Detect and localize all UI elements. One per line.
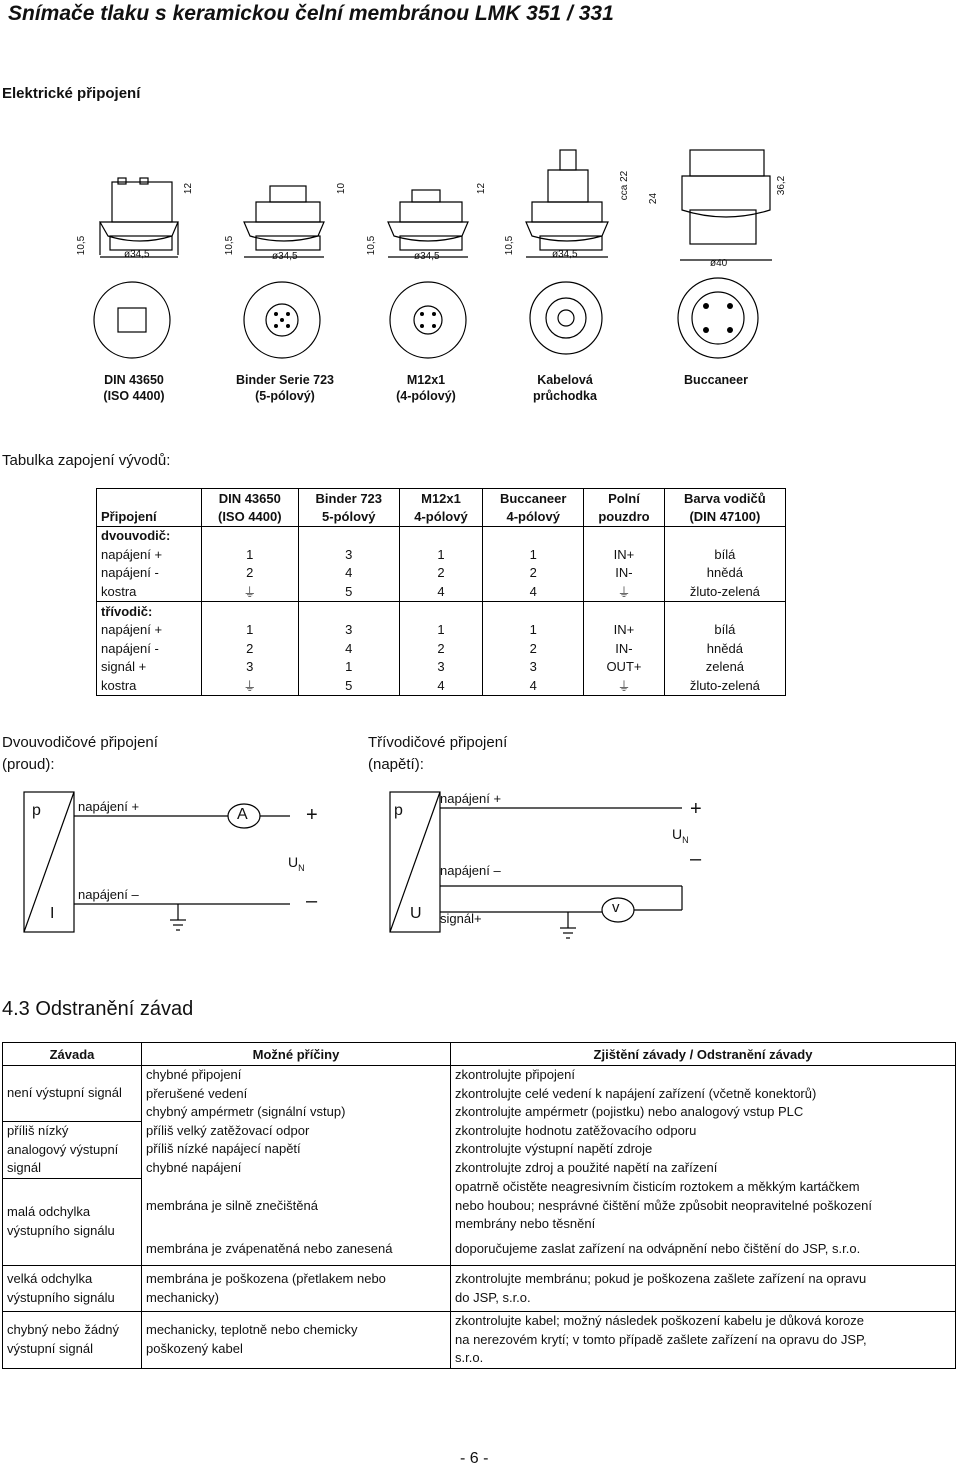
dim-label: 36,2 [776,175,788,196]
pressure-symbol: p [32,802,41,819]
dim-label: cca 22 [619,170,631,201]
connector-caption: Kabelová průchodka [533,373,597,403]
supply-plus-label: napájení + [440,791,502,806]
three-wire-heading: Třívodičové připojení (napětí): [368,734,508,773]
two-wire-heading: Dvouvodičové připojení (proud): [2,734,158,773]
pin-table: DIN 43650 Binder 723 M12x1 Buccaneer Polní Barva vodičů Připojení (ISO 4400) 5-pólový 4-pólový 4-pólový pouzdro (DIN 47100) dvouvodič: napájení + 1 3 1 1 IN+ bílá napájení - 2 4 2 2 IN- hnědá kostra ⏚ 5 4 4 ⏚ žluto-zelená třívodič: napájení + 1 3 1 1 IN+ bílá napájení - 2 4 2 2 IN- hnědá signál + 3 1 3 3 OUT+ zelená kostra ⏚ 5 4 4 ⏚ žluto-zelená [96,488,786,696]
pressure-symbol: p [394,802,403,819]
un-label: $U_N$ [288,854,305,873]
fault-cell: příliš nízký analogový výstupní signál [3,1122,142,1179]
dim-label: ø34,5 [552,249,578,260]
section-pins-heading: Tabulka zapojení vývodů: [2,452,171,469]
fault-cell: malá odchylka výstupního signálu [3,1178,142,1266]
connector-caption: Buccaneer [684,373,748,387]
dim-label: 10 [336,182,348,195]
binder-side-view [244,186,324,257]
ammeter-symbol: A [237,806,248,823]
dim-label: 24 [648,192,660,205]
supply-minus-label: napájení – [78,887,139,902]
dim-label: 10,5 [224,235,236,256]
supply-minus-label: napájení – [440,863,501,878]
minus-terminal: – [690,848,702,870]
page-number: - 6 - [460,1450,489,1467]
voltage-symbol: U [410,905,422,922]
plus-terminal: + [690,798,702,820]
fault-table: Závada Možné příčiny Zjištění závady / Odstranění závady není výstupní signál chybné připojení zkontrolujte připojení přerušené vedení zkontrolujte celé vedení k napájení zařízení (včetně konektorů) chybný ampérmetr (signální vstup) zkontrolujte ampérmetr (pojistku) nebo analogový vstup PLC příliš nízký analogový výstupní signál příliš velký zatěžovací odpor zkontrolujte hodnotu zatěžovacího odporu příliš nízké napájecí napětí zkontrolujte výstupní napětí zdroje chybné napájení zkontrolujte zdroj a použité napětí na zařízení malá odchylka výstupního signálu membrána je silně znečištěná opatrně očistěte neagresivním čisticím roztokem a měkkým kartáčkem nebo houbou; nesprávné čištění může způsobit neopravitelné poškození membrány nebo těsnění membrána je zvápenatěná nebo zanesená doporučujeme zaslat zařízení na odvápnění nebo čištění do JSP, s.r.o. velká odchylka výstupního signálu membrána je poškozena (přetlakem nebo mechanicky) zkontrolujte membránu; pokud je poškozena zašlete zařízení na opravu do JSP, s.r.o. chybný nebo žádný výstupní signál mechanicky, teplotně nebo chemicky poškozený kabel zkontrolujte kabel; možný následek poškození kabelu je důková koroze na nerezovém krytí; v tomto případě zašlete zařízení na opravu do JSP, s.r.o. [2,1042,956,1369]
buccaneer-end-view [678,278,758,358]
connector-caption: M12x1 (4-pólový) [396,373,456,403]
supply-plus-label: napájení + [78,799,140,814]
gland-end-view [530,282,602,354]
m12-side-view [388,190,468,257]
din-end-view [94,282,170,358]
din-side-view [100,178,178,257]
cable-gland-side-view [526,150,608,257]
minus-terminal: – [306,890,318,912]
current-symbol: I [50,905,55,922]
plus-terminal: + [306,804,318,826]
dim-label: 12 [183,182,195,195]
dim-label: ø34,5 [414,251,440,262]
connector-caption: DIN 43650 (ISO 4400) [103,373,165,403]
fault-cell: není výstupní signál [3,1066,142,1122]
signal-label: signál+ [440,911,482,926]
dim-label: 10,5 [366,235,378,256]
m12-end-view [390,282,466,358]
fault-cell: velká odchylka výstupního signálu [3,1266,142,1312]
dim-label: ø34,5 [272,251,298,262]
dim-label: ø34,5 [124,249,150,260]
voltmeter-symbol: v [612,899,620,916]
section-fault-heading: 4.3 Odstranění závad [2,998,194,1020]
dim-label: ø40 [710,258,728,269]
section-electrical-heading: Elektrické připojení [2,85,141,102]
dim-label: 10,5 [76,235,88,256]
buccaneer-side-view [680,150,772,260]
fault-cell: chybný nebo žádný výstupní signál [3,1312,142,1369]
connector-caption: Binder Serie 723 (5-pólový) [236,373,334,403]
dim-label: 12 [476,182,488,195]
un-label: $U_N$ [672,826,689,845]
page-title: Snímače tlaku s keramickou čelní membránou LMK 351 / 331 [8,2,614,25]
dim-label: 10,5 [504,235,516,256]
